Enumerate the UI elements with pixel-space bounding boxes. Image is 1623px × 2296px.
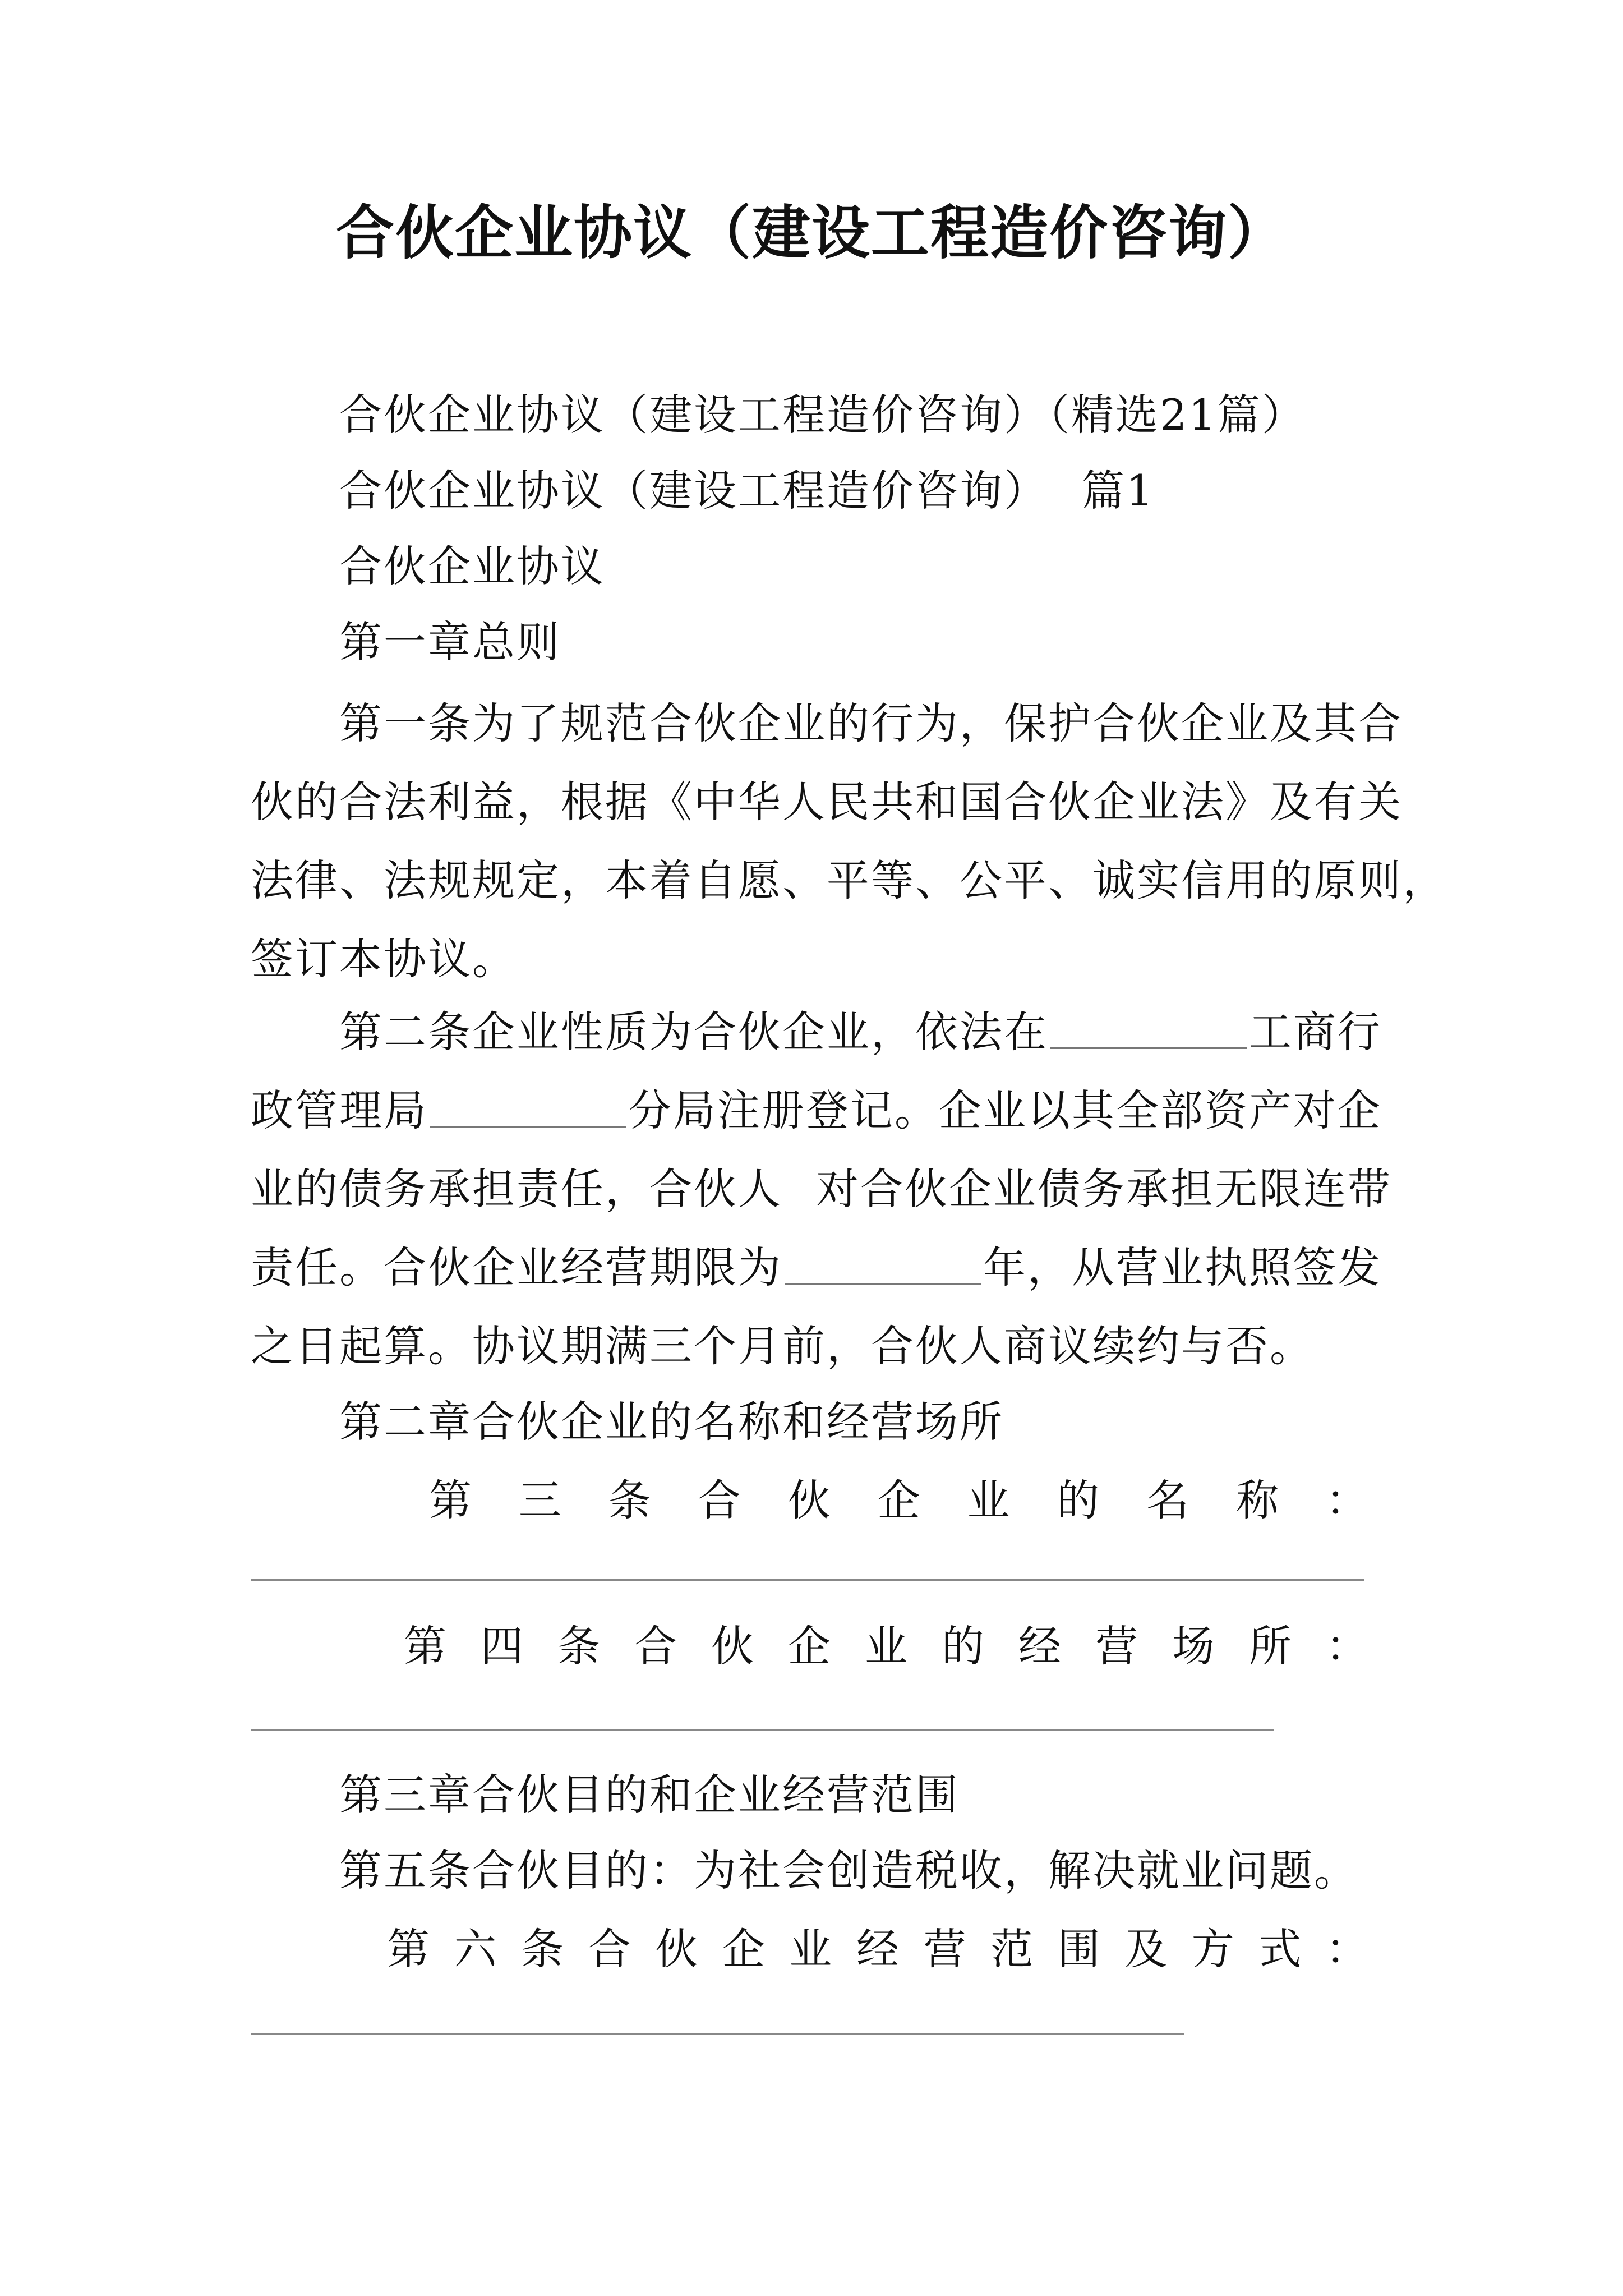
art6-char: 方 bbox=[1191, 1924, 1234, 1974]
article-2-line-5: 之日起算。协议期满三个月前，合伙人商议续约与否。 bbox=[251, 1321, 1314, 1371]
branch-office-blank bbox=[430, 1087, 626, 1128]
art3-char: 第 bbox=[429, 1475, 472, 1525]
article-1-line-4: 签订本协议。 bbox=[251, 934, 517, 984]
document-subtitle: 合伙企业协议（建设工程造价咨询）（精选21篇） bbox=[339, 390, 1306, 440]
art6-char: 合 bbox=[588, 1924, 631, 1974]
art3-char: 称 bbox=[1236, 1475, 1279, 1525]
art4-char: 合 bbox=[634, 1621, 677, 1671]
article-1-line-1: 第一条为了规范合伙企业的行为，保护合伙企业及其合 bbox=[339, 698, 1403, 748]
art3-char: 业 bbox=[967, 1475, 1010, 1525]
article-6-line bbox=[387, 1921, 1368, 1977]
article-2-line-4: 责任。合伙企业经营期限为 年，从营业执照签发 bbox=[251, 1243, 1382, 1292]
art6-char: 营 bbox=[923, 1924, 966, 1974]
section-heading-label: 合伙企业协议（建设工程造价咨询） bbox=[339, 466, 1048, 516]
art6-char: 式 bbox=[1258, 1924, 1302, 1974]
art3-char: 伙 bbox=[787, 1475, 831, 1525]
article-6-fill-line bbox=[251, 2033, 1184, 2035]
art4-char: 第 bbox=[404, 1621, 446, 1671]
article-1-line-2: 伙的合法利益，根据《中华人民共和国合伙企业法》及有关 bbox=[251, 777, 1403, 827]
article-4-fill-line bbox=[251, 1729, 1274, 1731]
art3-char: 合 bbox=[698, 1475, 741, 1525]
art6-char: 经 bbox=[856, 1924, 899, 1974]
art3-char: 企 bbox=[877, 1475, 920, 1525]
art4-char: 场 bbox=[1172, 1621, 1215, 1671]
art3-char: ： bbox=[1325, 1475, 1368, 1525]
section-heading bbox=[339, 463, 1155, 519]
art4-char: 业 bbox=[865, 1621, 907, 1671]
article-2-line-2: 政管理局 分局注册登记。企业以其全部资产对企 bbox=[251, 1085, 1382, 1135]
section-heading-number: 篇1 bbox=[1082, 466, 1155, 516]
art6-char: 条 bbox=[521, 1924, 564, 1974]
term-years-blank bbox=[785, 1244, 981, 1285]
article-3-fill-line bbox=[251, 1579, 1364, 1581]
art4-char: 条 bbox=[557, 1621, 600, 1671]
document-title: 合伙企业协议（建设工程造价咨询） bbox=[335, 198, 1287, 267]
chapter-3-heading: 第三章合伙目的和企业经营范围 bbox=[339, 1770, 960, 1820]
art6-char: 及 bbox=[1124, 1924, 1168, 1974]
registration-city-blank bbox=[1050, 1008, 1247, 1049]
art3-char: 名 bbox=[1146, 1475, 1189, 1525]
article-4-line bbox=[404, 1618, 1368, 1674]
art6-char: 六 bbox=[454, 1924, 497, 1974]
art4-char: 的 bbox=[942, 1621, 984, 1671]
art4-char: 企 bbox=[788, 1621, 831, 1671]
art6-char: 伙 bbox=[655, 1924, 698, 1974]
art3-char: 条 bbox=[608, 1475, 651, 1525]
art6-char: 围 bbox=[1057, 1924, 1100, 1974]
art3-char: 三 bbox=[518, 1475, 561, 1525]
article-1-line-3: 法律、法规规定，本着自愿、平等、公平、诚实信用的原则， bbox=[251, 855, 1447, 905]
art6-char: 业 bbox=[789, 1924, 832, 1974]
art6-char: 范 bbox=[990, 1924, 1034, 1974]
art6-char: ： bbox=[1325, 1924, 1368, 1974]
art4-char: 经 bbox=[1018, 1621, 1061, 1671]
art4-char: 四 bbox=[481, 1621, 523, 1671]
article-5-line: 第五条合伙目的：为社会创造税收，解决就业问题。 bbox=[339, 1846, 1358, 1895]
art4-char: 所 bbox=[1249, 1621, 1292, 1671]
art4-char: 营 bbox=[1095, 1621, 1138, 1671]
art4-char: ： bbox=[1326, 1621, 1368, 1671]
art4-char: 伙 bbox=[711, 1621, 754, 1671]
chapter-1-heading: 第一章总则 bbox=[339, 617, 561, 667]
agreement-name: 合伙企业协议 bbox=[339, 541, 605, 591]
article-2-line-1: 第二条企业性质为合伙企业，依法在 工商行 bbox=[339, 1007, 1382, 1057]
art3-char: 的 bbox=[1057, 1475, 1100, 1525]
chapter-2-heading: 第二章合伙企业的名称和经营场所 bbox=[339, 1397, 1004, 1447]
article-2-line-3: 业的债务承担责任，合伙人 对合伙企业债务承担无限连带 bbox=[251, 1164, 1392, 1214]
article-3-line bbox=[429, 1473, 1368, 1529]
art6-char: 企 bbox=[722, 1924, 765, 1974]
art6-char: 第 bbox=[387, 1924, 430, 1974]
